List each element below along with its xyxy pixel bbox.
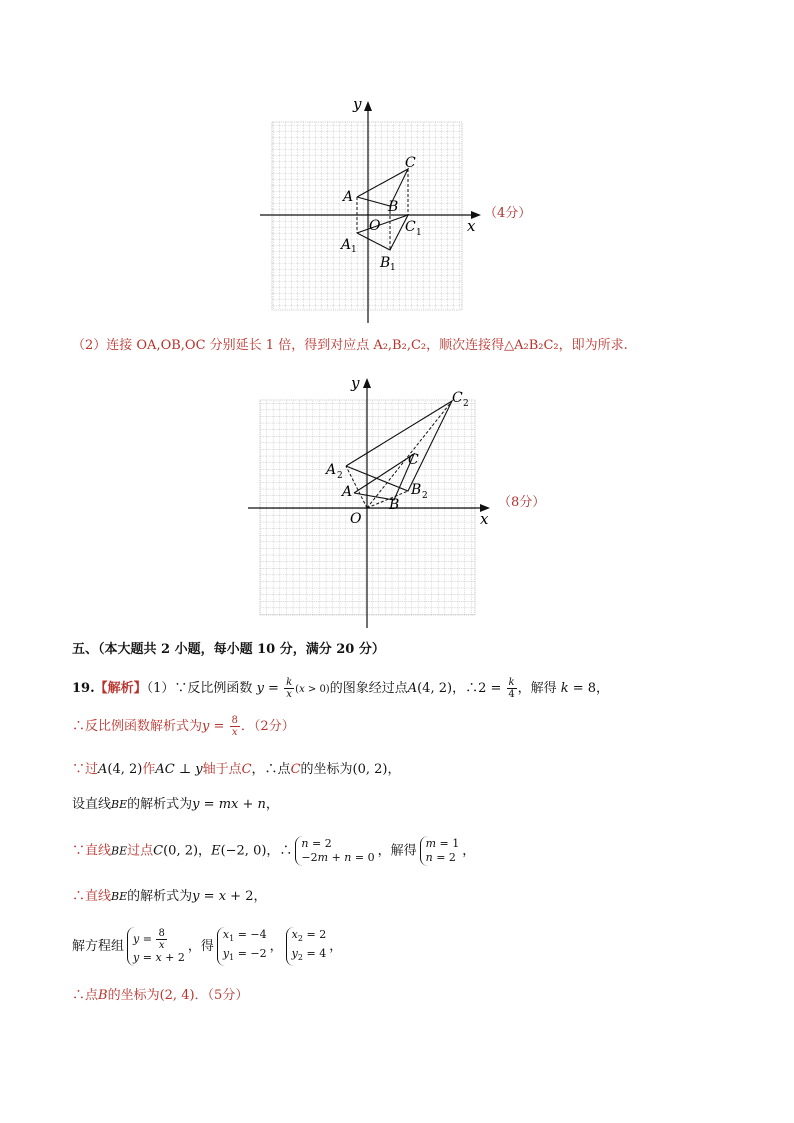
label-A2-sub: 2 bbox=[337, 471, 343, 481]
label-A1-sub: 1 bbox=[351, 245, 357, 255]
q19-line-5: ∵直线BE过点C(0, 2)，E(−2, 0)，∴ n = 2 −2m + n = 0 ，解得 m = 1 n = 2 ， bbox=[72, 837, 476, 864]
label-C2: C bbox=[452, 390, 463, 406]
label-x: x bbox=[467, 217, 476, 235]
label-O: O bbox=[369, 218, 381, 234]
score-4: （4分） bbox=[484, 206, 532, 221]
label-x: x bbox=[480, 510, 489, 528]
figure-2 bbox=[240, 370, 500, 630]
part2-text: （2）连接 OA,OB,OC 分别延长 1 倍，得到对应点 A₂,B₂,C₂，顺次连接得△A₂B₂C₂，即为所求. bbox=[72, 338, 628, 353]
label-A2: A bbox=[326, 462, 337, 478]
label-A1: A bbox=[341, 237, 352, 253]
label-B: B bbox=[388, 199, 399, 215]
q19-line-6: ∴直线BE的解析式为y = x + 2， bbox=[72, 889, 267, 904]
label-C: C bbox=[405, 155, 416, 171]
label-y: y bbox=[351, 374, 360, 392]
q19-line-4: 设直线BE的解析式为y = mx + n， bbox=[72, 797, 279, 812]
section-title: 五、（本大题共 2 小题，每小题 10 分，满分 20 分） bbox=[72, 642, 385, 657]
label-A: A bbox=[342, 484, 353, 500]
label-C1: C bbox=[405, 219, 416, 235]
label-O: O bbox=[350, 511, 362, 527]
q19-line-8: ∴点B的坐标为(2, 4)．（5分） bbox=[72, 988, 249, 1003]
label-B: B bbox=[389, 497, 400, 513]
grid bbox=[272, 122, 462, 310]
q19-line-3: ∵过A(4, 2)作AC ⊥ y轴于点C，∴点C的坐标为(0, 2)， bbox=[72, 762, 401, 777]
score-8: （8分） bbox=[498, 495, 546, 510]
label-B1: B bbox=[380, 255, 391, 271]
label-C1-sub: 1 bbox=[416, 228, 422, 238]
label-y: y bbox=[353, 95, 362, 113]
label-C: C bbox=[408, 452, 419, 468]
label-A: A bbox=[343, 189, 354, 205]
label-B1-sub: 1 bbox=[390, 263, 396, 273]
label-B2-sub: 2 bbox=[422, 491, 428, 501]
label-B2: B bbox=[411, 482, 422, 498]
q19-line-7: 解方程组 y = $\frac{8}{x}$ y = x + 2 ，得 $x_1 = -4$ $y_1 = -2$ ， $x_2 = 2$ $y_2 = 4$ ， bbox=[72, 928, 343, 964]
label-C2-sub: 2 bbox=[463, 399, 469, 409]
q19-line-2: ∴反比例函数解析式为y = $\frac{8}{x}$ ．（2分） bbox=[72, 715, 295, 738]
q19-line-1: 19.【解析】（1）∵反比例函数 y = $\frac{k}{x}$ (x > 0)的图象经过点A(4, 2)，∴2 = $\frac{k}{4}$ ，解得 k = 8， bbox=[72, 677, 610, 700]
